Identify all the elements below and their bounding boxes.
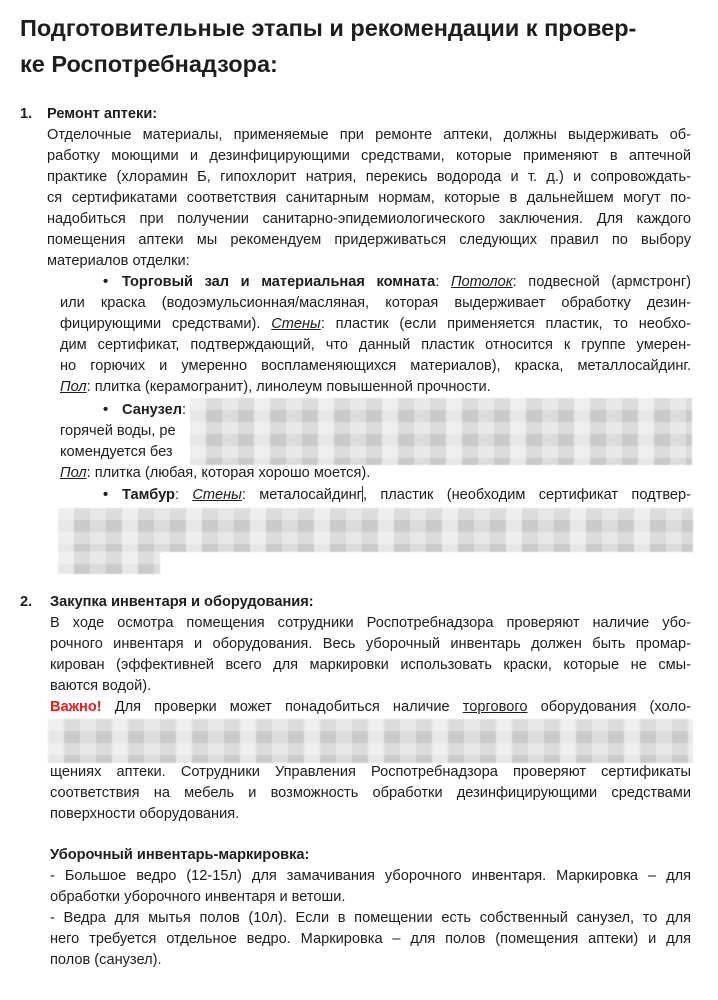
important-text: оборудования (холо- bbox=[527, 699, 691, 715]
blurred-region bbox=[190, 398, 692, 465]
bullet-text: фицирующими средствами). bbox=[60, 316, 272, 332]
blurred-region bbox=[58, 508, 693, 552]
bullet-text: : плитка (любая, которая хорошо моется). bbox=[86, 465, 371, 481]
section-1-para-line: помещения аптеки мы рекомендуем придерживаться следующих правил по выбору bbox=[47, 232, 691, 248]
punct: : bbox=[435, 274, 451, 290]
important-text: Для проверки может понадобиться наличие bbox=[101, 699, 463, 715]
bullet-line bbox=[60, 314, 691, 335]
blurred-region bbox=[48, 719, 693, 763]
bullet-trading-hall bbox=[122, 272, 691, 293]
title-line-1: Подготовительные этапы и рекомендации к провер- bbox=[20, 15, 637, 41]
section-2-para-line: щениях аптеки. Сотрудники Управления Роспотребнадзора проверяют сертификаты bbox=[50, 764, 691, 780]
bullet-line bbox=[60, 377, 491, 398]
floor-label: Пол bbox=[60, 465, 87, 481]
bullet-vestibule bbox=[122, 485, 691, 506]
section-1-para-line: ся сертификатами соответствия санитарным нормам, которые в дальнейшем могут по- bbox=[47, 190, 691, 206]
section-2-para-line: поверхности оборудования. bbox=[50, 806, 240, 822]
ceiling-label: Потолок bbox=[450, 274, 513, 290]
trade-equipment: торгового bbox=[462, 699, 528, 715]
walls-label: Стены bbox=[271, 316, 321, 332]
inventory-item: полов (санузел). bbox=[50, 952, 162, 968]
bullet-line: комендуется без bbox=[60, 444, 173, 460]
section-2-heading: Закупка инвентаря и оборудования: bbox=[50, 594, 314, 610]
bullet-text: , пластик (необходим сертификат подтвер- bbox=[363, 487, 691, 503]
inventory-item: обработки уборочного инвентаря и ветоши. bbox=[50, 889, 346, 905]
bullet-label: Торговый зал и материальная комната bbox=[122, 274, 436, 290]
section-2-para-line: соответствия на мебель и возможность обработки дезинфицирующими средствами bbox=[50, 785, 691, 801]
ceiling-text: : подвесной (армстронг) bbox=[512, 274, 692, 290]
bullet-line: или краска (водоэмульсионная/масляная, которая выдерживает обработку дезин- bbox=[60, 295, 691, 311]
bullet-text: : пластик (если применяется пластик, то необхо- bbox=[320, 316, 691, 332]
page-title bbox=[20, 10, 710, 82]
bullet-label: Тамбур bbox=[122, 487, 175, 503]
bullet-line: горячей воды, ре bbox=[60, 423, 176, 439]
title-line-2: ке Роспотребнадзора: bbox=[20, 51, 278, 77]
inventory-heading: Уборочный инвентарь-маркировка: bbox=[50, 847, 310, 863]
section-1-para-line: Отделочные материалы, применяемые при ремонте аптеки, должны выдерживать об- bbox=[47, 127, 691, 143]
bullet-line: дим сертификат, подтверждающий, что данный пластик относится к группе умерен- bbox=[60, 337, 691, 353]
punct: : bbox=[174, 487, 193, 503]
section-1-para-line: практике (хлорамин Б, гипохлорит натрия, перекись водорода и т. д.) и сопровождать- bbox=[47, 169, 691, 185]
blurred-region bbox=[58, 552, 160, 574]
section-2-para-line: рочного инвентаря и оборудования. Весь уборочный инвентарь должен быть промар- bbox=[50, 636, 691, 652]
section-1-para-line: надобиться при получении санитарно-эпидемиологического заключения. Для каждого bbox=[47, 211, 691, 227]
walls-label: Стены bbox=[192, 487, 242, 503]
bullet-label: Санузел bbox=[122, 402, 183, 418]
bullet-bathroom bbox=[122, 400, 186, 421]
punct: : bbox=[182, 402, 187, 418]
bullet-line: но горючих и умеренно воспламеняющихся материалов), краска, металлосайдинг. bbox=[60, 358, 691, 374]
section-1-para-line: работку моющими и дезинфицирующими средствами, которые применяют в аптечной bbox=[47, 148, 691, 164]
section-1-heading: Ремонт аптеки: bbox=[47, 106, 158, 122]
important-note bbox=[50, 697, 691, 718]
inventory-item: - Ведра для мытья полов (10л). Если в помещении есть собственный санузел, то для bbox=[50, 910, 691, 926]
floor-label: Пол bbox=[60, 379, 87, 395]
inventory-item: него требуется отдельное ведро. Маркировка – для полов (помещения аптеки) и для bbox=[50, 931, 691, 947]
section-2-number: 2. bbox=[20, 594, 33, 610]
section-2-para-line: ваются водой). bbox=[50, 678, 152, 694]
bullet-line bbox=[60, 463, 370, 484]
important-label: Важно! bbox=[50, 699, 102, 715]
section-2-para-line: В ходе осмотра помещения сотрудники Роспотребнадзора проверяют наличие убо- bbox=[50, 615, 691, 631]
inventory-item: - Большое ведро (12-15л) для замачивания уборочного инвентаря. Маркировка – для bbox=[50, 868, 691, 884]
section-1-number: 1. bbox=[20, 106, 33, 122]
bullet-text: : плитка (керамогранит), линолеум повышенной прочности. bbox=[86, 379, 491, 395]
bullet-text: : металосайдинг bbox=[241, 487, 362, 503]
section-1-para-line: материалов отделки: bbox=[47, 253, 190, 269]
section-2-para-line: кирован (эффективней всего для маркировки использовать краски, которые не смы- bbox=[50, 657, 691, 673]
